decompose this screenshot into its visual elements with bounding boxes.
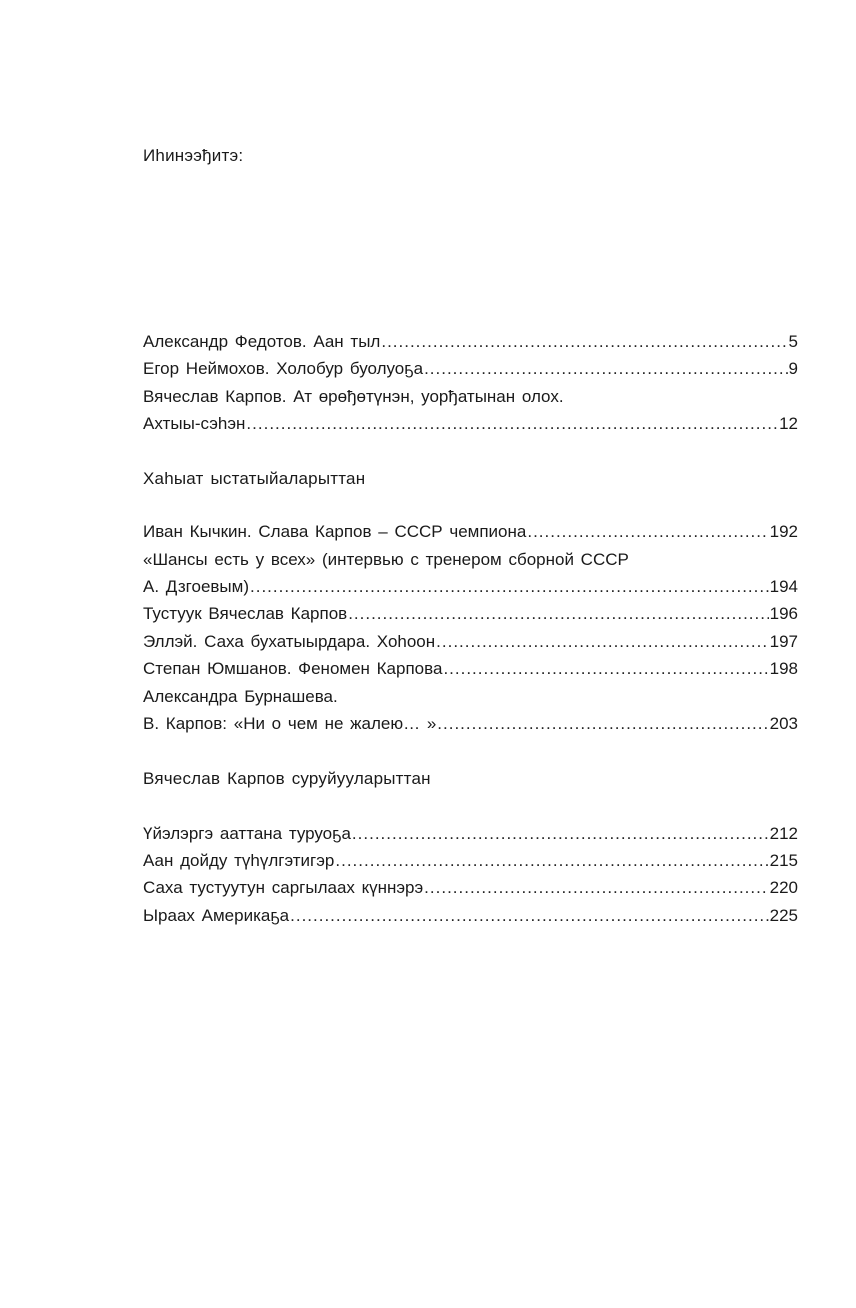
toc-entry-text: «Шансы есть у всех» (интервью с тренером сборной СССР <box>143 550 629 569</box>
toc-entry-text: Үйэлэргэ ааттана туруоҕа <box>143 824 351 843</box>
toc-entry-page: 225 <box>769 906 798 925</box>
toc-entry-page: 9 <box>788 359 798 378</box>
leader-dots <box>246 414 778 434</box>
toc-entry[interactable] <box>143 632 798 652</box>
toc-entry[interactable] <box>143 604 798 624</box>
toc-entry-page: 203 <box>769 714 798 733</box>
toc-entry-page: 215 <box>769 851 798 870</box>
toc-entry[interactable] <box>143 387 798 407</box>
leader-dots <box>527 522 768 542</box>
leader-dots <box>250 577 769 597</box>
leader-dots <box>424 878 768 898</box>
toc-entry-text: Егор Неймохов. Холобур буолуоҕа <box>143 359 424 378</box>
section-title: Хаһыат ыстатыйаларыттан <box>143 469 366 488</box>
toc-entry[interactable] <box>143 659 798 679</box>
toc-entry[interactable] <box>143 332 798 352</box>
toc-entry-page: 12 <box>779 414 798 433</box>
toc-entry-page: 212 <box>769 824 798 843</box>
toc-entry-text: Эллэй. Саха бухатыырдара. Хоһоон <box>143 632 436 651</box>
toc-entry[interactable] <box>143 906 798 926</box>
toc-entry[interactable] <box>143 577 798 597</box>
toc-entry-text: Аан дойду түһүлгэтигэр <box>143 851 335 870</box>
toc-entry[interactable] <box>143 851 798 871</box>
toc-entry-text: Тустуук Вячеслав Карпов <box>143 604 348 623</box>
toc-entry-text: Саха тустуутун саргылаах күннэрэ <box>143 878 424 897</box>
toc-entry[interactable] <box>143 550 798 570</box>
section-title: Вячеслав Карпов суруйууларыттан <box>143 769 431 788</box>
toc-entry-page: 197 <box>769 632 798 651</box>
toc-entry[interactable] <box>143 359 798 379</box>
leader-dots <box>436 632 768 652</box>
toc-entry[interactable] <box>143 414 798 434</box>
toc-entry-page: 192 <box>769 522 798 541</box>
leader-dots <box>424 359 787 379</box>
toc-entry[interactable] <box>143 522 798 542</box>
toc-entry-text: Ахтыы-сэһэн <box>143 414 246 433</box>
leader-dots <box>290 906 769 926</box>
toc-entry-text: Вячеслав Карпов. Ат өрөђөтүнэн, уорђатынан олох. <box>143 387 564 406</box>
toc-entry[interactable] <box>143 824 798 844</box>
toc-entry-text: А. Дзгоевым) <box>143 577 249 596</box>
toc-entry-page: 5 <box>788 332 798 351</box>
toc-entry-page: 196 <box>769 604 798 623</box>
toc-entry-text: Ыраах Америкаҕа <box>143 906 290 925</box>
toc-entry-text: Иван Кычкин. Слава Карпов – СССР чемпиона <box>143 522 527 541</box>
toc-entry[interactable] <box>143 687 798 707</box>
toc-entry-text: Александра Бурнашева. <box>143 687 338 706</box>
toc-entry[interactable] <box>143 878 798 898</box>
dedication-heading: Иһинээђитэ: <box>143 146 244 165</box>
toc-entry-text: Александр Федотов. Аан тыл <box>143 332 381 351</box>
toc-entry-page: 198 <box>769 659 798 678</box>
leader-dots <box>443 659 768 679</box>
toc-entry-text: Степан Юмшанов. Феномен Карпова <box>143 659 443 678</box>
leader-dots <box>335 851 768 871</box>
leader-dots <box>352 824 769 844</box>
leader-dots <box>381 332 787 352</box>
leader-dots <box>437 714 768 734</box>
toc-entry-page: 194 <box>769 577 798 596</box>
toc-entry-text: В. Карпов: «Ни о чем не жалею… » <box>143 714 437 733</box>
leader-dots <box>348 604 768 624</box>
toc-entry[interactable] <box>143 714 798 734</box>
toc-entry-page: 220 <box>769 878 798 897</box>
